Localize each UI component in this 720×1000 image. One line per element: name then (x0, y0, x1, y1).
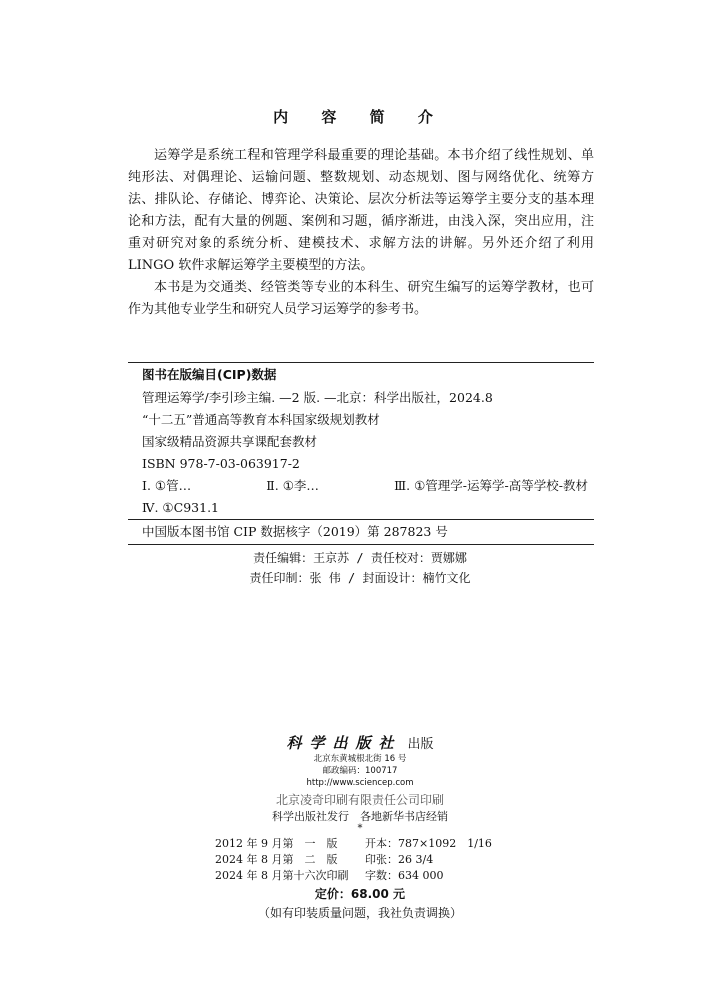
classification-2: Ⅱ. ①李… (266, 478, 319, 493)
cip-line-series: “十二五”普通高等教育本科国家级规划教材 (142, 412, 380, 427)
cip-body (128, 387, 594, 519)
format-size: 开本：787×1092 1/16 (365, 837, 492, 850)
publisher-logo-row (0, 732, 720, 753)
classification-4: Ⅳ. ①C931.1 (142, 500, 219, 515)
distribution-line: 科学出版社发行 各地新华书店经销 (272, 810, 448, 823)
classification-3: Ⅲ. ①管理学-运筹学-高等学校-教材 (394, 478, 588, 493)
edition-row (215, 836, 505, 852)
cip-line-isbn: ISBN 978-7-03-063917-2 (142, 456, 300, 471)
page-title: 内 容 简 介 (273, 108, 447, 126)
first-edition: 2012 年 9 月第 一 版 (215, 837, 338, 850)
quality-notice: （如有印装质量问题，我社负责调换） (257, 906, 462, 920)
staff-credits (0, 548, 720, 588)
cip-bottom-rule (128, 544, 594, 545)
cip-block (128, 362, 594, 545)
publisher-logo: 科学出版社 (286, 734, 402, 752)
publisher-postcode: 邮政编码：100717 (322, 766, 398, 776)
second-edition: 2024 年 8 月第 二 版 (215, 853, 338, 866)
separator-star: * (357, 823, 363, 834)
publisher-block (0, 732, 720, 922)
cip-record-number: 中国版本图书馆 CIP 数据核字（2019）第 287823 号 (142, 524, 448, 539)
publisher-url: http://www.sciencep.com (306, 778, 414, 788)
publisher-address: 北京东黄城根北街 16 号 (313, 754, 407, 764)
edition-row (215, 868, 505, 884)
word-count: 字数：634 000 (365, 869, 444, 882)
printer-name: 北京凌奇印刷有限责任公司印刷 (275, 793, 444, 807)
staff-line-editors: 责任编辑：王京苏 / 责任校对：贾娜娜 (253, 551, 467, 565)
summary-paragraph-1: 运筹学是系统工程和管理学科最重要的理论基础。本书介绍了线性规划、单纯形法、对偶理论、运输问题、整数规划、动态规划、图与网络优化、统筹方法、排队论、存储论、博弈论、决策论、层次分析法等运筹学主要分支的基本理论和方法，配有大量的例题、案例和习题，循序渐进，由浅入深，突出应用，注重对研究对象的系统分析、建模技术、求解方法的讲解。另外还介绍了利用 LINGO 软件求解运筹学主要模型的方法。 (128, 148, 594, 273)
cip-line-course: 国家级精品资源共享课配套教材 (142, 434, 318, 449)
summary-paragraph-2: 本书是为交通类、经管类等专业的本科生、研究生编写的运筹学教材，也可作为其他专业学生和研究人员学习运筹学的参考书。 (128, 280, 594, 317)
edition-row (215, 852, 505, 868)
price: 定价：68.00 元 (314, 887, 406, 901)
summary-section (128, 145, 594, 321)
staff-line-printing: 责任印制：张 伟 / 封面设计：楠竹文化 (249, 571, 471, 585)
cip-heading: 图书在版编目(CIP)数据 (142, 367, 277, 382)
cip-line-title: 管理运筹学/李引珍主编. —2 版. —北京：科学出版社，2024.8 (142, 390, 493, 405)
publish-label: 出版 (407, 737, 434, 752)
printed-sheets: 印张：26 3/4 (365, 853, 434, 866)
edition-info (215, 836, 505, 884)
printing-count: 2024 年 8 月第十六次印刷 (215, 869, 349, 882)
classification-1: Ⅰ. ①管… (142, 478, 192, 493)
cip-classification (142, 475, 594, 497)
